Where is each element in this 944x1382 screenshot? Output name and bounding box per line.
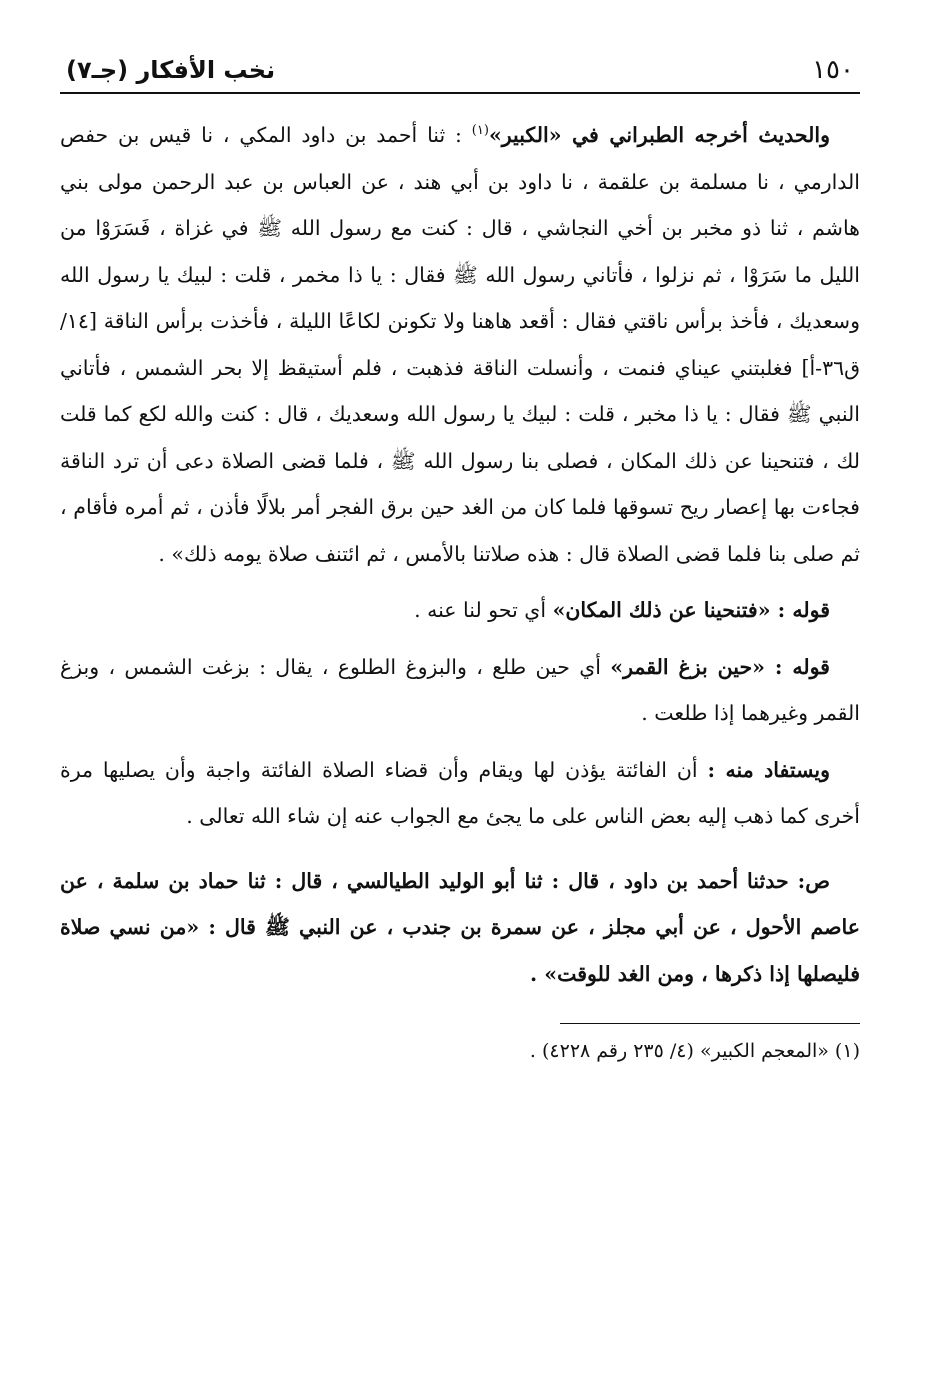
paragraph-text: أي حين طلع ، والبزوغ الطلوع ، يقال : بزغت الشمس ، وبزغ القمر وغيرهما إذا طلعت . bbox=[60, 654, 860, 725]
paragraph-text: : ثنا أحمد بن داود المكي ، نا قيس بن حفص الدارمي ، نا مسلمة بن علقمة ، نا داود بن أبي هند ، عن العباس بن عبد الرحمن مولى بني هاشم ، ثنا ذو مخبر بن أخي النجاشي ، قال : كنت مع رسول الله ﷺ في غزاة ، فَسَرَوْا من الليل ما سَرَوْا ، ثم نزلوا ، فأتاني رسول الله ﷺ فقال : يا ذا مخمر ، قلت : لبيك يا رسول الله وسعديك ، فأخذ برأس ناقتي فقال : أقعد هاهنا ولا تكونن لكاعًا الليلة ، فأخذت برأس الناقة [١٤/ق٣٦-أ] فغلبتني عيناي فنمت ، وأنسلت الناقة فذهبت ، فلم أستيقظ إلا بحر الشمس ، فأتاني النبي ﷺ فقال : يا ذا مخبر ، قلت : لبيك يا رسول الله وسعديك ، قال : كنت والله لكع كما قلت لك ، فتنحينا عن ذلك المكان ، فصلى بنا رسول الله ﷺ ، فلما قضى الصلاة دعى أن ترد الناقة فجاءت بها إعصار ريح تسوقها فلما كان من الغد حين برق الفجر أمر بلالًا فأذن ، ثم أمره فأقام ، ثم صلى بنا فلما قضى الصلاة قال : هذه صلاتنا بالأمس ، ثم ائتنف صلاة يومه ذلك» . bbox=[60, 123, 860, 566]
book-title: نخب الأفكار (جـ٧) bbox=[66, 56, 276, 84]
running-header bbox=[60, 40, 860, 94]
paragraph-text: ص: حدثنا أحمد بن داود ، قال : ثنا أبو الوليد الطيالسي ، قال : ثنا حماد بن سلمة ، عن عاصم الأحول ، عن أبي مجلز ، عن سمرة بن جندب ، عن النبي ﷺ قال : «من نسي صلاة فليصلها إذا ذكرها ، ومن الغد للوقت» . bbox=[60, 868, 860, 986]
book-page bbox=[60, 40, 860, 1340]
paragraph-benefit bbox=[60, 747, 860, 840]
paragraph-commentary-1 bbox=[60, 587, 860, 634]
paragraph-text: أن الفائتة يؤذن لها ويقام وأن قضاء الصلاة الفائتة واجبة وأن يصليها مرة أخرى كما ذهب إليه بعض الناس على ما يجئ مع الجواب عنه إن شاء الله تعالى . bbox=[60, 757, 860, 828]
paragraph-new-hadith bbox=[60, 858, 860, 998]
paragraph-hadith-tabarani bbox=[60, 112, 860, 577]
paragraph-text: أي تحو لنا عنه . bbox=[414, 598, 553, 622]
paragraph-lead: قوله : «حين بزغ القمر» bbox=[610, 654, 830, 679]
footnote-divider bbox=[560, 1023, 860, 1024]
body-text bbox=[60, 112, 860, 997]
page-number: ١٥٠ bbox=[812, 55, 854, 85]
paragraph-lead: قوله : «فتنحينا عن ذلك المكان» bbox=[552, 598, 830, 622]
paragraph-commentary-2 bbox=[60, 644, 860, 737]
paragraph-lead: والحديث أخرجه الطبراني في «الكبير» bbox=[488, 123, 830, 147]
footnote-reference[interactable]: (١) bbox=[471, 123, 489, 139]
paragraph-lead: ويستفاد منه : bbox=[707, 757, 830, 782]
footnote: (١) «المعجم الكبير» (٤/ ٢٣٥ رقم ٤٢٢٨) . bbox=[529, 1040, 860, 1062]
